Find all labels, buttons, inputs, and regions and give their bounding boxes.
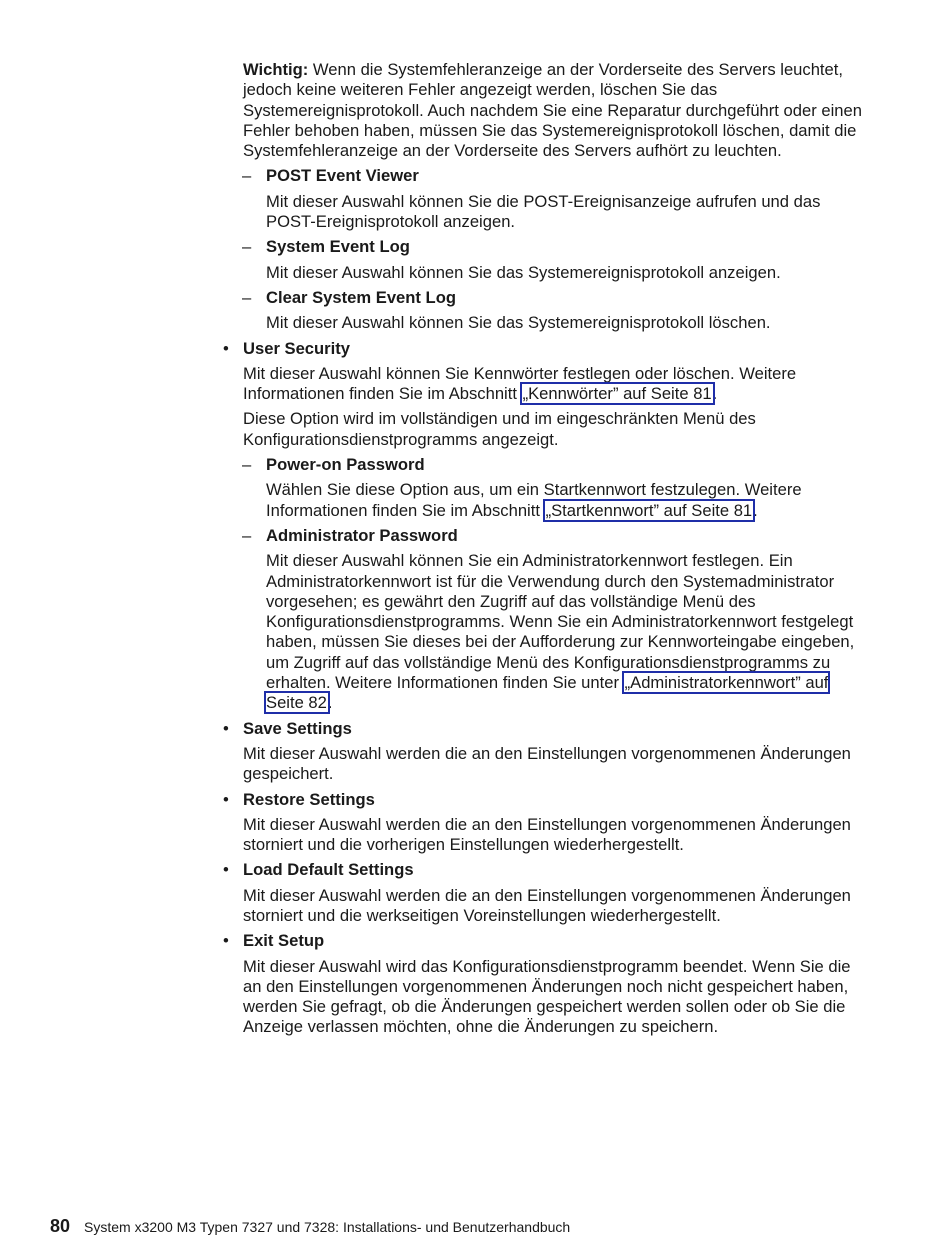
sub-item-text: Mit dieser Auswahl können Sie das Systemereignisprotokoll löschen. [266, 313, 771, 333]
bullet-title: Save Settings [243, 718, 352, 738]
dash-marker: – [242, 287, 252, 307]
bullet-user-security [223, 338, 863, 714]
bullet-title: Exit Setup [243, 931, 325, 951]
bullet-text: Mit dieser Auswahl werden die an den Einstellungen vorgenommenen Änderungen gespeichert. [243, 743, 851, 784]
sub-item-title: Power-on Password [266, 455, 425, 475]
password-sub-list [242, 455, 863, 714]
document-body [223, 60, 863, 1043]
bullet-save-settings [223, 718, 863, 785]
text-segment: Wählen Sie diese Option aus, um ein Startkennwort festzulegen. Weitere Informationen finden Sie im Abschnitt [266, 480, 802, 520]
bullet-title: User Security [243, 338, 350, 358]
important-text: Wenn die Systemfehleranzeige an der Vorderseite des Servers leuchtet, jedoch keine weiteren Fehler angezeigt werden, löschen Sie das Systemereignisprotokoll. Auch nachdem Sie eine Reparatur durchgeführt oder einen Fehler behoben haben, müssen Sie das Systemereignisprotokoll löschen, damit die Systemfehleranzeige an der Vorderseite des Servers aufhört zu leuchten. [243, 60, 862, 161]
bullet-marker: • [223, 789, 229, 809]
bullet-text: Mit dieser Auswahl werden die an den Einstellungen vorgenommenen Änderungen storniert und die vorherigen Einstellungen wiederhergestellt. [243, 814, 851, 855]
sub-item-clear-system-event-log [242, 287, 863, 334]
sub-item-administrator-password [242, 525, 863, 714]
link-kennwoerter[interactable]: „Kennwörter” auf Seite 81 [522, 384, 712, 404]
sub-item-text: Mit dieser Auswahl können Sie die POST-Ereignisanzeige aufrufen und das POST-Ereignisprotokoll anzeigen. [266, 191, 821, 232]
dash-marker: – [242, 455, 252, 475]
bullet-exit-setup [223, 931, 863, 1037]
text-segment: . [753, 500, 758, 520]
user-security-option-text: Diese Option wird im vollständigen und im eingeschränkten Menü des Konfigurationsdienstprogramms angezeigt. [243, 409, 756, 449]
important-note [243, 60, 863, 161]
sub-item-post-event-viewer [242, 166, 863, 232]
text-segment: Mit dieser Auswahl können Sie Kennwörter festlegen oder löschen. Weitere Informationen finden Sie im Abschnitt [243, 363, 797, 404]
bullet-marker: • [223, 860, 229, 880]
bullet-title: Load Default Settings [243, 860, 414, 880]
bullet-marker: • [223, 338, 229, 358]
bullet-restore-settings [223, 789, 863, 856]
text-segment: Mit dieser Auswahl können Sie ein Administratorkennwort festlegen. Ein Administratorkennwort ist für die Verwendung durch den Systemadministrator vorgesehen; es gewährt den Zugriff auf das vollständige Menü des Konfigurationsdienstprogramms. Wenn Sie ein Administratorkennwort festgelegt haben, müssen Sie dieses bei der Aufforderung zur Kennworteingabe eingeben, um Zugriff auf das vollständige Menü des Konfigurationsdienstprogramms zu erhalten. Weitere Informationen finden Sie unter [266, 551, 855, 693]
footer-title: System x3200 M3 Typen 7327 und 7328: Installations- und Benutzerhandbuch [84, 1219, 571, 1235]
sub-item-text [266, 551, 863, 713]
user-security-text [243, 364, 863, 405]
bullet-marker: • [223, 931, 229, 951]
sub-item-text: Mit dieser Auswahl können Sie das Systemereignisprotokoll anzeigen. [266, 262, 781, 282]
dash-marker: – [242, 237, 252, 257]
text-segment: . [712, 384, 718, 404]
dash-marker: – [242, 166, 252, 186]
link-administratorkennwort[interactable]: „Administratorkennwort” auf Seite 82 [266, 673, 829, 713]
text-segment: . [327, 693, 333, 713]
page-footer [50, 1216, 570, 1237]
sub-item-system-event-log [242, 237, 863, 283]
sub-item-power-on-password [242, 455, 863, 521]
link-startkennwort[interactable]: „Startkennwort” auf Seite 81 [545, 500, 753, 520]
event-sub-list [242, 166, 863, 333]
sub-item-title: System Event Log [266, 237, 410, 257]
bullet-text: Mit dieser Auswahl wird das Konfigurationsdienstprogramm beendet. Wenn Sie die an den Einstellungen vorgenommenen Änderungen noch nicht gespeichert haben, werden Sie gefragt, ob die Änderungen gespeichert werden sollen oder ob Sie die Anzeige verlassen möchten, ohne die Änderungen zu speichern. [243, 956, 851, 1037]
bullet-text: Mit dieser Auswahl werden die an den Einstellungen vorgenommenen Änderungen storniert und die werkseitigen Voreinstellungen wiederhergestellt. [243, 885, 851, 925]
bullet-load-default-settings [223, 860, 863, 926]
bullet-marker: • [223, 718, 229, 738]
sub-item-text [266, 480, 863, 521]
sub-item-title: Administrator Password [266, 525, 458, 545]
dash-marker: – [242, 525, 252, 545]
page-number: 80 [50, 1216, 71, 1236]
bullet-title: Restore Settings [243, 789, 375, 809]
important-label: Wichtig: [243, 60, 309, 79]
sub-item-title: POST Event Viewer [266, 166, 419, 186]
sub-item-title: Clear System Event Log [266, 287, 456, 307]
